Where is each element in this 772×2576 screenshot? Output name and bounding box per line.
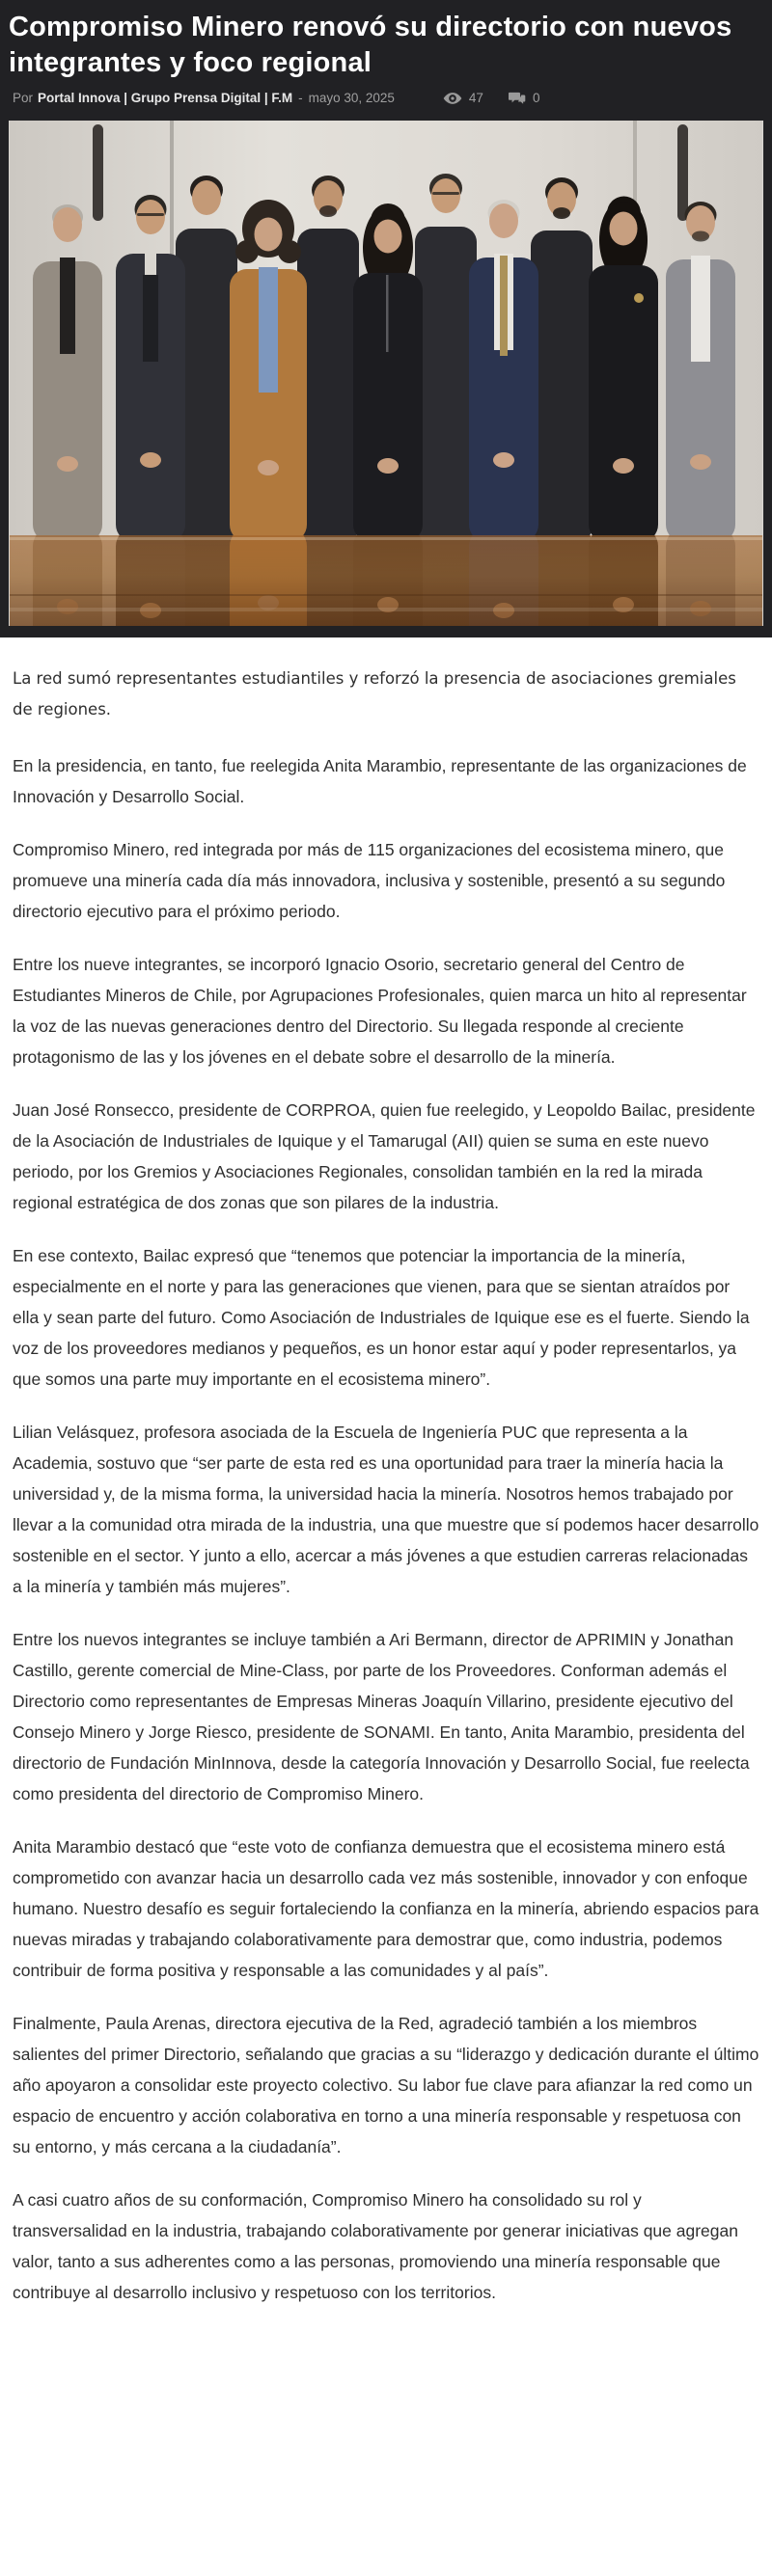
views-count: 47 (468, 91, 483, 105)
speech-bubble-icon (509, 92, 526, 105)
group-photo-illustration (9, 121, 763, 626)
featured-image (9, 121, 763, 626)
article-header (0, 0, 772, 637)
article-paragraph: Entre los nueve integrantes, se incorporó Ignacio Osorio, secretario general del Centro de Estudiantes Mineros de Chile, por Agrupaciones Profesionales, quien marca un hito al representar la voz de las nuevas generaciones dentro del Directorio. Su llegada responde al creciente protagonismo de las y los jóvenes en el debate sobre el desarrollo de la minería. (13, 955, 747, 1067)
comments-count: 0 (532, 91, 540, 105)
article-paragraph: En la presidencia, en tanto, fue reelegida Anita Marambio, representante de las organizaciones de Innovación y Desarrollo Social. (13, 756, 747, 806)
byline-author-link[interactable]: Portal Innova | Grupo Prensa Digital | F.M (38, 91, 293, 105)
byline-date: mayo 30, 2025 (308, 91, 395, 105)
article-paragraph: Compromiso Minero, red integrada por más de 115 organizaciones del ecosistema minero, que promueve una minería cada día más innovadora, inclusiva y sostenible, presentó a su segundo directorio ejecutivo para el próximo periodo. (13, 840, 726, 921)
page-title: Compromiso Minero renovó su directorio con nuevos integrantes y foco regional (9, 12, 732, 78)
views-counter (443, 91, 483, 105)
article-paragraph: Finalmente, Paula Arenas, directora ejecutiva de la Red, agradeció también a los miembros salientes del primer Directorio, señalando que gracias a su “liderazgo y dedicación durante el último año apoyaron a consolidar este proyecto colectivo. Su labor fue clave para afianzar la red como un espacio de encuentro y acción colaborativa en torno a una minería responsable y respetuosa con su entorno, y más cercana a la ciudadanía”. (13, 2014, 759, 2156)
byline-separator: - (298, 91, 303, 105)
article-paragraph: Anita Marambio destacó que “este voto de confianza demuestra que el ecosistema minero está comprometido con avanzar hacia un desarrollo cada vez más sostenible, innovador y con enfoque humano. Nuestro desafío es seguir fortaleciendo la confianza en la minería, abriendo espacios para nuevas miradas y trabajando colaborativamente para demostrar que, como industria, podemos contribuir de forma positiva y responsable a las comunidades y al país”. (13, 1837, 759, 1980)
article-paragraph: Lilian Velásquez, profesora asociada de la Escuela de Ingeniería PUC que representa a la Academia, sostuvo que “ser parte de esta red es una oportunidad para traer la minería hacia la universidad y, de la misma forma, la universidad hacia la minería. Nosotros hemos trabajado por llevar a la comunidad otra mirada de la industria, una que muestre que sí podemos hacer desarrollo sostenible en el sector. Y junto a ello, acercar a más jóvenes a que estudien carreras relacionadas a la minería y también más mujeres”. (13, 1423, 759, 1596)
byline-prefix: Por (13, 91, 34, 105)
article-excerpt: La red sumó representantes estudiantiles y reforzó la presencia de asociaciones gremiales de regiones. (13, 669, 736, 719)
eye-icon (443, 92, 462, 105)
article-paragraph: En ese contexto, Bailac expresó que “tenemos que potenciar la importancia de la minería, especialmente en el norte y para las generaciones que vienen, para que se sientan atraídos por ella y sean parte del futuro. Como Asociación de Industriales de Iquique ese es el fuerte. Siendo la voz de los proveedores medianos y pequeños, es un honor estar aquí y poder representarlos, ya que somos una parte muy importante en el ecosistema minero”. (13, 1246, 750, 1389)
article-paragraph: Juan José Ronsecco, presidente de CORPROA, quien fue reelegido, y Leopoldo Bailac, presidente de la Asociación de Industriales de Iquique y el Tamarugal (AII) quien se suma en este nuevo periodo, por los Gremios y Asociaciones Regionales, consolidan también en la red la mirada regional estratégica de dos zonas que son pilares de la industria. (13, 1100, 756, 1212)
article-paragraph: Entre los nuevos integrantes se incluye también a Ari Bermann, director de APRIMIN y Jonathan Castillo, gerente comercial de Mine-Class, por parte de los Proveedores. Conforman además el Directorio como representantes de Empresas Mineras Joaquín Villarino, presidente ejecutivo del Consejo Minero y Jorge Riesco, presidente de SONAMI. En tanto, Anita Marambio, presidenta del directorio de Fundación MinInnova, desde la categoría Innovación y Desarrollo Social, fue reelecta como presidenta del directorio de Compromiso Minero. (13, 1630, 750, 1803)
article-body (0, 637, 772, 2359)
article-paragraph: A casi cuatro años de su conformación, Compromiso Minero ha consolidado su rol y transversalidad en la industria, trabajando colaborativamente por generar iniciativas que agregan valor, tanto a sus adherentes como a las personas, promoviendo una minería responsable que contribuye al desarrollo inclusivo y respetuoso con los territorios. (13, 2190, 738, 2302)
comments-counter[interactable] (509, 91, 540, 105)
byline (0, 87, 772, 107)
